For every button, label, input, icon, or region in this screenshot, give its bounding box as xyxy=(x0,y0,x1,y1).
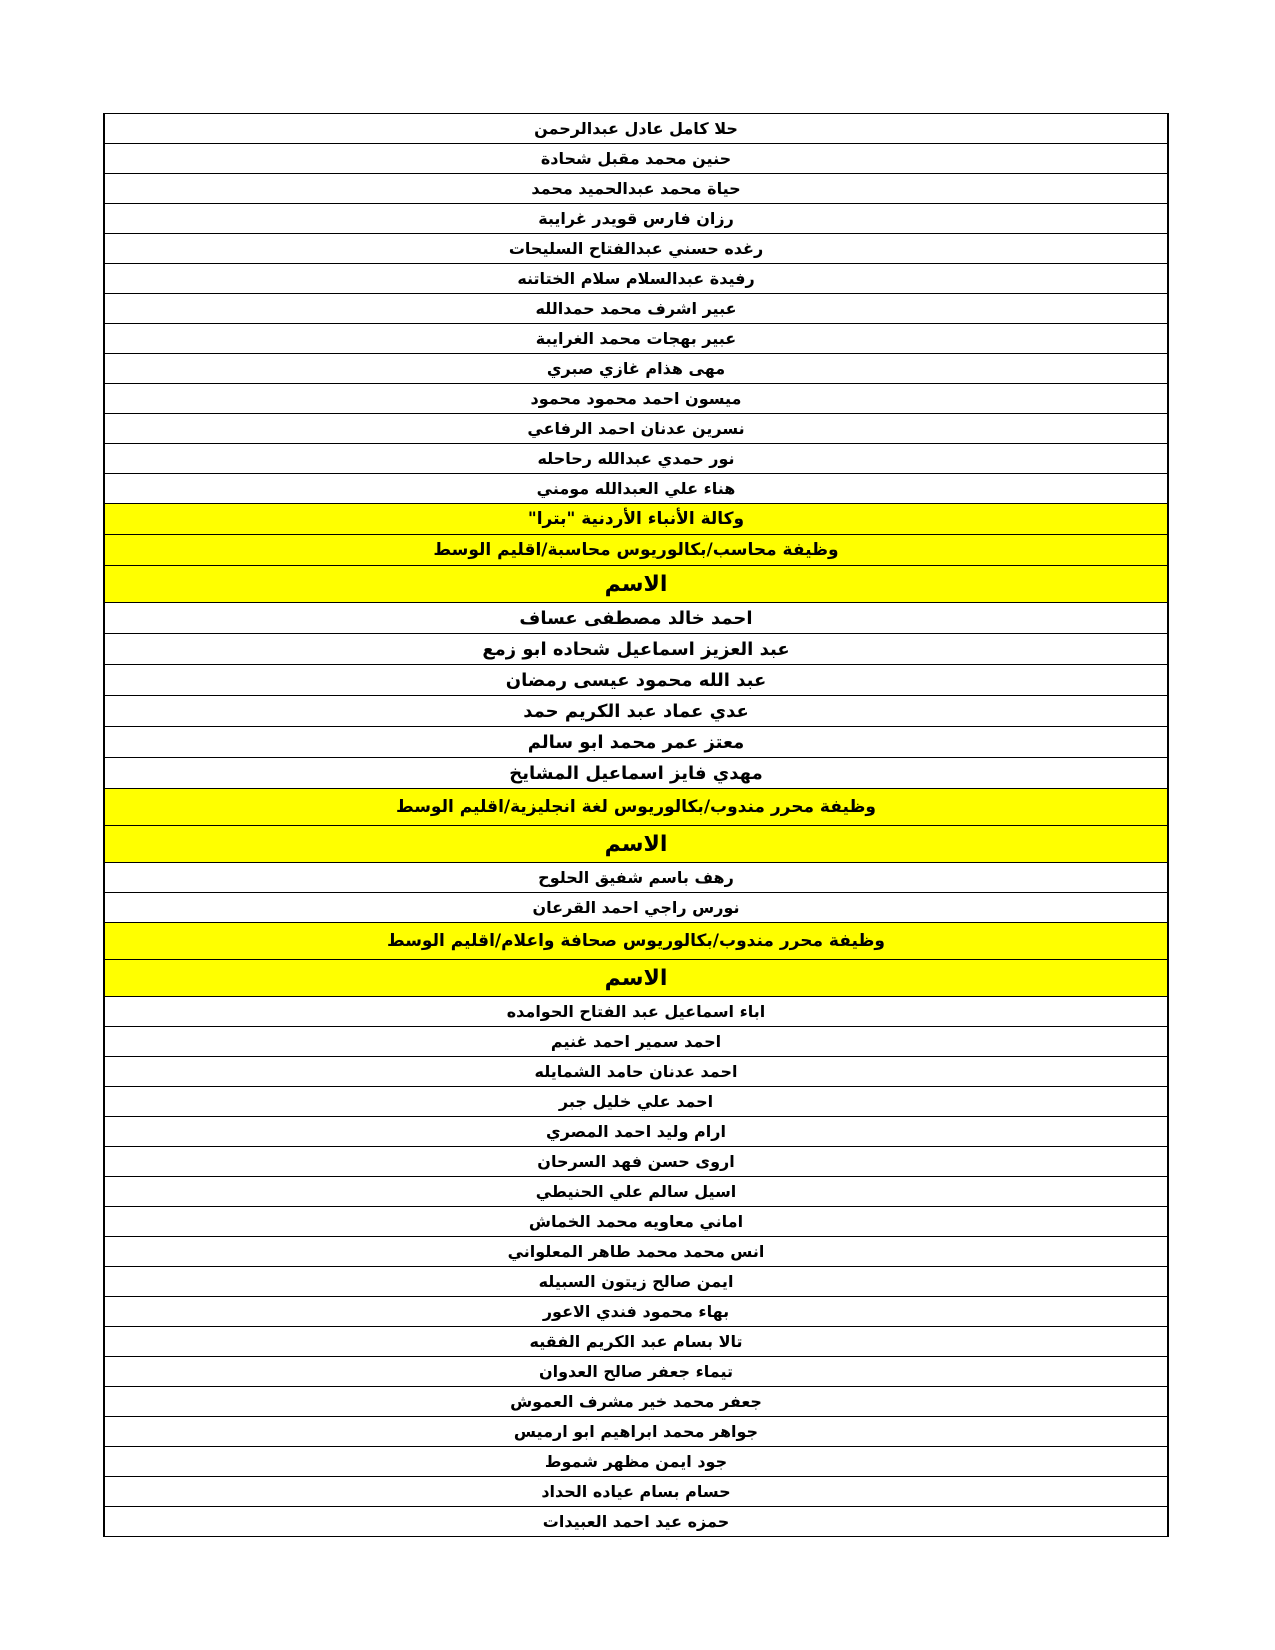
table-row: جعفر محمد خير مشرف العموش xyxy=(105,1386,1167,1416)
job-title-accountant: وظيفة محاسب/بكالوريوس محاسبة/اقليم الوسط xyxy=(105,534,1167,565)
table-row: حلا كامل عادل عبدالرحمن xyxy=(105,113,1167,143)
table-row: اماني معاويه محمد الخماش xyxy=(105,1206,1167,1236)
table-row: جود ايمن مظهر شموط xyxy=(105,1446,1167,1476)
agency-title: وكالة الأنباء الأردنية "بترا" xyxy=(105,503,1167,534)
table-row: تيماء جعفر صالح العدوان xyxy=(105,1356,1167,1386)
table-row: عبير بهجات محمد الغرايبة xyxy=(105,323,1167,353)
column-header-name: الاسم xyxy=(105,565,1167,602)
table-row: احمد علي خليل جبر xyxy=(105,1086,1167,1116)
column-header-name: الاسم xyxy=(105,959,1167,996)
table-row: اباء اسماعيل عبد الفتاح الحوامده xyxy=(105,996,1167,1026)
table-row: بهاء محمود فندي الاعور xyxy=(105,1296,1167,1326)
table-row: اروى حسن فهد السرحان xyxy=(105,1146,1167,1176)
table-row: مهدي فايز اسماعيل المشايخ xyxy=(105,757,1167,788)
table-row: ايمن صالح زيتون السبيله xyxy=(105,1266,1167,1296)
table-row: رهف باسم شفيق الحلوح xyxy=(105,862,1167,892)
table-row: رغده حسني عبدالفتاح السليحات xyxy=(105,233,1167,263)
table-row: حنين محمد مقبل شحادة xyxy=(105,143,1167,173)
table-row: احمد خالد مصطفى عساف xyxy=(105,602,1167,633)
table-row: نور حمدي عبدالله رحاحله xyxy=(105,443,1167,473)
table-row: حسام بسام عياده الحداد xyxy=(105,1476,1167,1506)
job-title-editor-english: وظيفة محرر مندوب/بكالوريوس لغة انجليزية/اقليم الوسط xyxy=(105,788,1167,825)
table-row: عبد الله محمود عيسى رمضان xyxy=(105,664,1167,695)
table-row: اسيل سالم علي الحنيطي xyxy=(105,1176,1167,1206)
table-row: احمد سمير احمد غنيم xyxy=(105,1026,1167,1056)
table-row: نورس راجي احمد القرعان xyxy=(105,892,1167,922)
column-header-name: الاسم xyxy=(105,825,1167,862)
table-row: حمزه عيد احمد العبيدات xyxy=(105,1506,1167,1537)
table-row: عبير اشرف محمد حمدالله xyxy=(105,293,1167,323)
job-title-editor-journalism: وظيفة محرر مندوب/بكالوريوس صحافة واعلام/اقليم الوسط xyxy=(105,922,1167,959)
table-row: احمد عدنان حامد الشمايله xyxy=(105,1056,1167,1086)
table-row: رزان فارس قويدر غرايبة xyxy=(105,203,1167,233)
table-row: مهى هذام غازي صبري xyxy=(105,353,1167,383)
table-row: معتز عمر محمد ابو سالم xyxy=(105,726,1167,757)
table-row: ارام وليد احمد المصري xyxy=(105,1116,1167,1146)
table-row: جواهر محمد ابراهيم ابو ارميس xyxy=(105,1416,1167,1446)
table-row: حياة محمد عبدالحميد محمد xyxy=(105,173,1167,203)
table-row: نسرين عدنان احمد الرفاعي xyxy=(105,413,1167,443)
names-table xyxy=(103,113,1169,1537)
table-row: ميسون احمد محمود محمود xyxy=(105,383,1167,413)
table-row: عبد العزيز اسماعيل شحاده ابو زمع xyxy=(105,633,1167,664)
table-row: هناء علي العبدالله مومني xyxy=(105,473,1167,503)
table-row: تالا بسام عبد الكريم الفقيه xyxy=(105,1326,1167,1356)
table-row: رفيدة عبدالسلام سلام الختاتنه xyxy=(105,263,1167,293)
table-row: انس محمد محمد طاهر المعلواني xyxy=(105,1236,1167,1266)
table-row: عدي عماد عبد الكريم حمد xyxy=(105,695,1167,726)
